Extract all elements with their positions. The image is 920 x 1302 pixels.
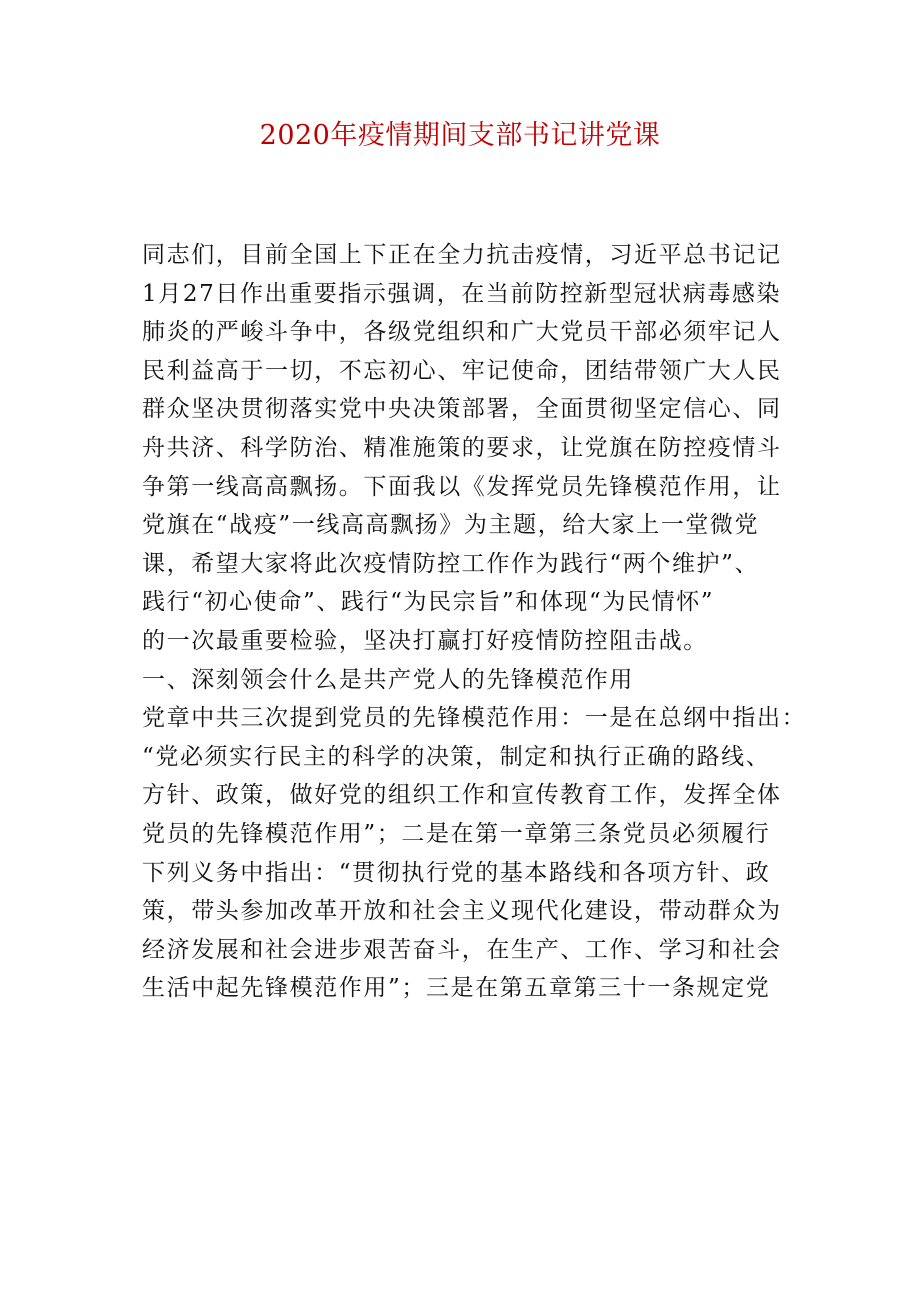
body-line: “党必须实行民主的科学的决策，制定和执行正确的路线、 bbox=[142, 743, 771, 770]
section-heading: 一、深刻领会什么是共产党人的先锋模范作用 bbox=[142, 666, 634, 693]
body-line: 策，带头参加改革开放和社会主义现代化建设，带动群众为 bbox=[142, 898, 782, 925]
body-line: 群众坚决贯彻落实党中央决策部署，全面贯彻坚定信心、同 bbox=[142, 396, 782, 423]
body-line: 方针、政策，做好党的组织工作和宣传教育工作，发挥全体 bbox=[142, 782, 782, 809]
body-line: 课，希望大家将此次疫情防控工作作为践行“两个维护”、 bbox=[142, 550, 760, 577]
document-body bbox=[142, 236, 807, 1008]
body-line: 的一次最重要检验，坚决打赢打好疫情防控阻击战。 bbox=[142, 627, 708, 654]
body-line: 肺炎的严峻斗争中，各级党组织和广大党员干部必须牢记人 bbox=[142, 319, 782, 346]
document-title: 2020年疫情期间支部书记讲党课 bbox=[259, 120, 661, 151]
body-line: 1月27日作出重要指示强调，在当前防控新型冠状病毒感染 bbox=[142, 280, 782, 307]
body-line: 党员的先锋模范作用”；二是在第一章第三条党员必须履行 bbox=[142, 820, 771, 847]
body-line: 党旗在“战疫”一线高高飘扬》为主题，给大家上一堂微党 bbox=[142, 512, 760, 539]
body-line: 同志们，目前全国上下正在全力抗击疫情，习近平总书记记 bbox=[142, 242, 782, 268]
body-line: 舟共济、科学防治、精准施策的要求，让党旗在防控疫情斗 bbox=[142, 434, 782, 461]
body-line: 党章中共三次提到党员的先锋模范作用：一是在总纲中指出： bbox=[142, 705, 807, 732]
body-line: 生活中起先锋模范作用”；三是在第五章第三十一条规定党 bbox=[142, 975, 771, 1002]
body-line: 践行“初心使命”、践行“为民宗旨”和体现“为民情怀” bbox=[142, 589, 715, 616]
body-line: 经济发展和社会进步艰苦奋斗，在生产、工作、学习和社会 bbox=[142, 936, 782, 963]
body-line: 争第一线高高飘扬。下面我以《发挥党员先锋模范作用，让 bbox=[142, 473, 782, 500]
body-line: 民利益高于一切，不忘初心、牢记使命，团结带领广大人民 bbox=[142, 357, 782, 384]
body-line: 下列义务中指出：“贯彻执行党的基本路线和各项方针、政 bbox=[142, 859, 771, 886]
